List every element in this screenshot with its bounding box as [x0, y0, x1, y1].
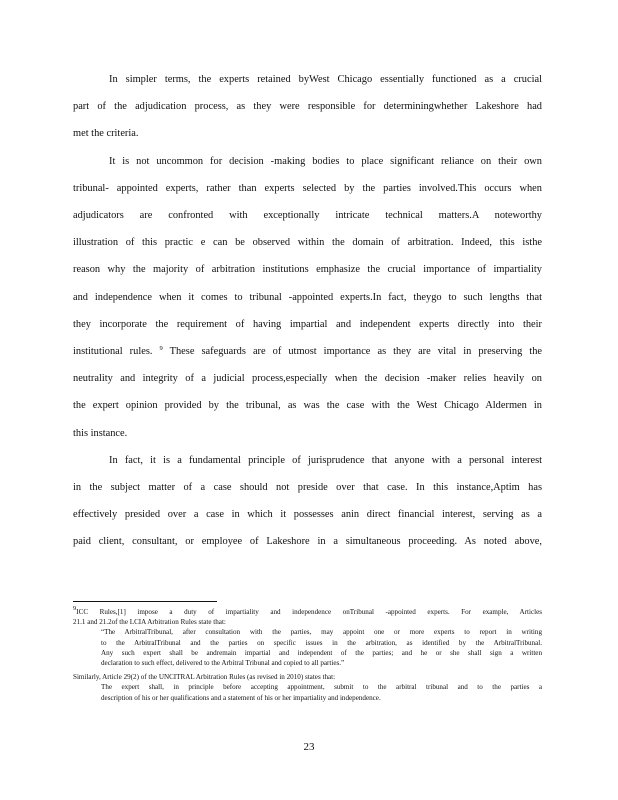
footnote-line	[73, 607, 542, 617]
paragraph-3	[73, 447, 542, 556]
footnote-separator	[73, 601, 217, 602]
main-text	[73, 66, 542, 556]
text-line: reason why the majority of arbitration institutions emphasize the crucial importance of impartiality	[73, 264, 542, 276]
quote-line: The expert shall, in principle before accepting appointment, submit to the arbitral tribunal and to the parties a	[101, 683, 542, 692]
paragraph-2	[73, 148, 542, 447]
text-line: this instance.	[73, 427, 128, 439]
page-number: 23	[303, 741, 315, 753]
quote-line: “The ArbitralTribunal, after consultation with the parties, may appoint one or more experts to report in writing	[101, 628, 542, 637]
text-line: In fact, it is a fundamental principle of jurisprudence that anyone with a personal interest	[109, 454, 542, 466]
text-line: illustration of this practic e can be observed within the domain of arbitration. Indeed, this isthe	[73, 237, 542, 249]
quote-line: to the ArbitralTribunal and the parties on specific issues in the arbitration, as identified by the ArbitralTribunal.	[101, 638, 542, 647]
footnote-block	[73, 607, 542, 703]
text-line: the expert opinion provided by the tribunal, as was the case with the West Chicago Aldermen in	[73, 400, 542, 412]
footnote-number: 9	[73, 605, 77, 612]
text-line: in the subject matter of a case should not preside over that case. In this instance,Aptim has	[73, 482, 542, 494]
footnote-line: Similarly, Article 29(2) of the UNCITRAL Arbitration Rules (as revised in 2010) states that:	[73, 673, 336, 682]
footnote-line: 21.1 and 21.2of the LCIA Arbitration Rules state that:	[73, 618, 226, 627]
text-line: tribunal- appointed experts, rather than experts selected by the parties involved.This occurs when	[73, 182, 542, 194]
text-segment: institutional rules.	[73, 346, 153, 358]
text-line: paid client, consultant, or employee of Lakeshore in a simultaneous proceeding. As noted above,	[73, 536, 542, 548]
text-line: and independence when it comes to tribunal -appointed experts.In fact, theygo to such lengths that	[73, 291, 542, 303]
text-segment: These safeguards are of utmost importance as they are vital in preserving the	[169, 346, 542, 358]
text-line: adjudicators are confronted with exceptionally intricate technical matters.A noteworthy	[73, 210, 542, 222]
block-quote	[73, 627, 542, 668]
text-line: met the criteria.	[73, 128, 139, 140]
text-line: effectively presided over a case in which it possesses anin direct financial interest, serving as a	[73, 509, 542, 521]
quote-line: Any such expert shall be andremain impartial and independent of the parties; and he or she shall sign a written	[101, 648, 542, 657]
text-line: In simpler terms, the experts retained byWest Chicago essentially functioned as a crucial	[109, 74, 542, 85]
text-line: part of the adjudication process, as they were responsible for determiningwhether Lakeshore had	[73, 101, 542, 113]
text-line: neutrality and integrity of a judicial process,especially when the decision -maker relies heavily on	[73, 373, 542, 385]
quote-line: declaration to such effect, delivered to the Arbitral Tribunal and copied to all parties.”	[101, 659, 345, 668]
text-line: they incorporate the requirement of having impartial and independent experts directly into their	[73, 318, 542, 330]
footnote-reference[interactable]: 9	[159, 345, 163, 353]
text-line-with-footnote	[73, 338, 542, 365]
quote-line: description of his or her qualifications and a statement of his or her impartiality and independence.	[101, 693, 381, 702]
paragraph-1	[73, 66, 542, 148]
footnote-text: ICC Rules,[1] impose a duty of impartiality and independence onTribunal -appointed experts. For example, Articles	[76, 608, 542, 616]
text-line: It is not uncommon for decision -making bodies to place significant reliance on their own	[109, 155, 542, 167]
block-quote	[73, 682, 542, 702]
